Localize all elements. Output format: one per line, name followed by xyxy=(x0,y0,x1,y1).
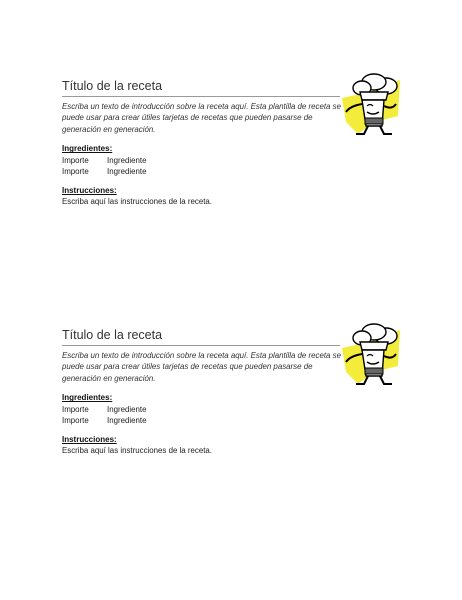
ingredient-quantity: Importe xyxy=(62,405,89,415)
chef-clipart-icon xyxy=(340,72,402,138)
recipe-title[interactable]: Título de la receta xyxy=(62,328,340,346)
ingredient-name: Ingrediente xyxy=(107,156,147,166)
ingredients-list xyxy=(62,156,352,177)
ingredient-row[interactable] xyxy=(62,167,352,178)
ingredients-heading: Ingredientes: xyxy=(62,144,113,154)
recipe-intro[interactable]: Escriba un texto de introducción sobre la receta aquí. Esta plantilla de receta se puede usar para crear útiles tarjetas de recetas que pueden pasarse de generación en generación. xyxy=(62,351,341,383)
instructions-text[interactable]: Escriba aquí las instrucciones de la receta. xyxy=(62,197,212,207)
ingredient-quantity: Importe xyxy=(62,415,89,425)
instructions-heading: Instrucciones: xyxy=(62,186,117,196)
ingredient-name: Ingrediente xyxy=(107,415,147,425)
recipe-card-1 xyxy=(62,79,352,206)
ingredient-quantity: Importe xyxy=(62,156,89,166)
instructions-text[interactable]: Escriba aquí las instrucciones de la receta. xyxy=(62,446,212,456)
ingredient-quantity: Importe xyxy=(62,166,89,176)
ingredient-name: Ingrediente xyxy=(107,166,147,176)
ingredient-row[interactable] xyxy=(62,156,352,167)
ingredients-list xyxy=(62,405,352,426)
ingredients-heading: Ingredientes: xyxy=(62,393,113,403)
ingredient-row[interactable] xyxy=(62,405,352,416)
recipe-intro[interactable]: Escriba un texto de introducción sobre la receta aquí. Esta plantilla de receta se puede usar para crear útiles tarjetas de recetas que pueden pasarse de generación en generación. xyxy=(62,102,341,134)
recipe-card-2 xyxy=(62,328,352,455)
instructions-heading: Instrucciones: xyxy=(62,435,117,445)
chef-clipart-icon xyxy=(340,322,402,388)
ingredient-row[interactable] xyxy=(62,416,352,427)
recipe-title[interactable]: Título de la receta xyxy=(62,79,340,97)
ingredient-name: Ingrediente xyxy=(107,405,147,415)
